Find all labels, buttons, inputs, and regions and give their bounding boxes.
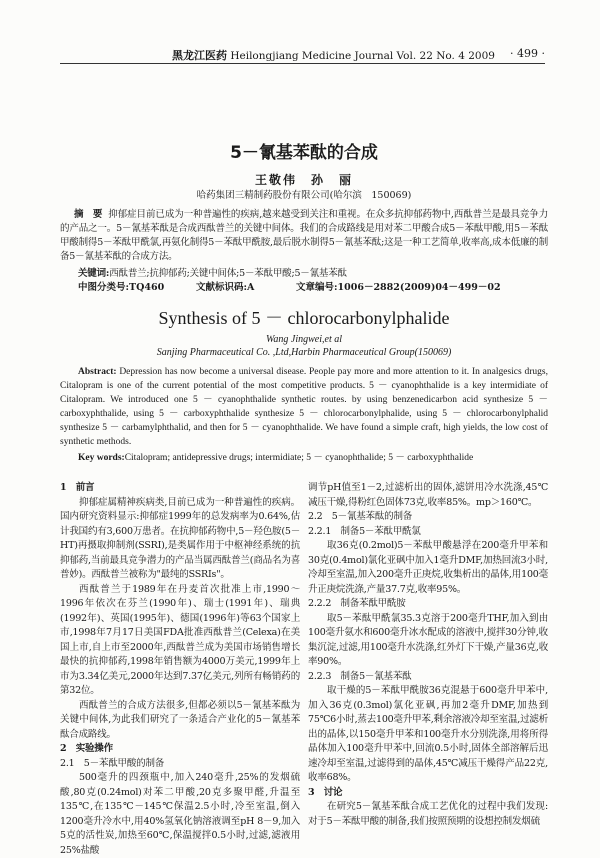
paragraph: 取干燥的5－苯酞甲酰胺36克混悬于600毫升甲苯中,加入36克(0.3mol)氯化亚砜,再加2毫升DMF,加热到75℃6小时,蒸去100毫升甲苯,剩余溶液冷却至室温,过滤析出的晶体,以150毫升甲苯和100毫升水分别洗涤,用将所得晶体加入100毫升甲苯中,回流0.5小时,固体全部溶解后迅速冷却至室温,过滤得到的晶体,45℃减压干燥得产品22克,收率68%。: [308, 685, 548, 783]
english-abstract: [60, 365, 548, 449]
paragraph: 取36克(0.2mol)5－苯酞甲酸悬浮在200毫升甲苯和30克(0.4mol)氯化亚砜中加入1毫升DMF,加热回流3小时,冷却至室温,加入200毫升正庚烷,收集析出的晶体,用100毫升正庚烷洗涤,产量37.7克,收率95%。: [308, 540, 548, 595]
paragraph: 500毫升的四颈瓶中,加入240毫升,25%的发烟硫酸,80克(0.24mol)对苯二甲酸,20克多聚甲醛,升温至135℃,在135℃－145℃保温2.5小时,冷至室温,倒入1200毫升冷水中,用40%氢氧化钠溶液调至pH 8－9,加入5克的活性炭,加热至60℃,保温搅拌0.5小时,过滤,滤液用25%盐酸: [60, 772, 300, 856]
subsection-heading: 2.1 5－苯酞甲酸的制备: [60, 757, 165, 769]
running-header: [60, 47, 545, 64]
english-keywords-text: Citalopram; antidepressive drugs; intermidiate; 5 － cyanophthalide; 5 － carboxyphthalide: [124, 453, 474, 463]
paragraph: 调节pH值至1－2,过滤析出的固体,滤饼用冷水洗涤,45℃减压干燥,得粉红色固体73克,收率85%。mp＞160℃。: [308, 482, 548, 508]
paper-title: 5－氰基苯酞的合成: [230, 143, 378, 163]
english-abstract-label: Abstract:: [78, 367, 117, 377]
page-number: · 499 ·: [510, 47, 545, 60]
right-column: [308, 481, 548, 858]
subsection-heading: 2.2.2 制备苯酞甲酰胺: [308, 598, 406, 609]
abstract-cn: [60, 208, 548, 264]
english-affiliation: Sanjing Pharmaceutical Co. ,Ltd,Harbin Pharmaceutical Group(150069): [156, 347, 452, 358]
abstract-text: 抑郁症目前已成为一种普遍性的疾病,越来越受到关注和重视。在众多抗抑郁药物中,西酞普兰是最具竞争力的产品之一。5－氰基苯酞是合成西酞普兰的关键中间体。我们的合成路线是用对苯二甲酸合成5－苯酞甲酸,用5－苯酞甲酸制得5－苯酞甲酰氯,再氨化制得5－苯酞甲酰胺,最后脱水制得5－氰基苯酞;这是一种工艺简单,收率高,成本低廉的制备5－氰基苯酞的合成方法。: [60, 209, 549, 262]
subsection-heading: 2.2 5－氰基苯酞的制备: [308, 511, 413, 522]
paragraph: 取5－苯酞甲酰氯35.3克溶于200毫升THF,加入到由100毫升氨水和600毫升冰水配成的溶液中,搅拌30分钟,收集沉淀,过滤,用100毫升水洗涤,红外灯下干燥,产量36克,收率90%。: [308, 612, 548, 667]
classification-line: [60, 281, 548, 295]
abstract-label: 摘 要: [74, 209, 103, 220]
english-keywords-label: Key words:: [78, 453, 125, 463]
paragraph: 在研究5－氰基苯酞合成工艺优化的过程中我们发现:对于5－苯酞甲酸的制备,我们按照预期的设想控制发烟硫: [308, 801, 548, 827]
keywords-cn: [60, 267, 548, 281]
english-keywords: [60, 451, 548, 465]
english-abstract-text: Depression has now become a universal disease. People pay more and more attention to it. In analgesics drugs, Citalopram is one of the current potential of the most competitive products. 5 － cyanophthalide is a key intermidiate of Citalopram. We introduced one 5 － cyanophthalide synthetic routes. by using benzenedicarbon acid synthesize 5 － carboxyphthalide, using 5 － carboxyphthalide synthesize 5 － chlorocarbonylphalide, using 5 － chlorocarbonylphalid synthesize 5 － carbamylphthalid, and then for 5 － cyanophthalide. We have found a simple craft, high yields, the low cost of synthetic methods.: [60, 367, 549, 447]
document-code: 文献标识码:A: [196, 282, 255, 293]
article-number: 文章编号:1006－2882(2009)04－499－02: [296, 282, 501, 293]
section-heading: 2 实验操作: [60, 743, 113, 754]
section-heading: 1 前言: [60, 482, 95, 493]
authors: 王敬伟 孙 丽: [254, 173, 353, 187]
body-columns: [60, 481, 548, 858]
paragraph: 西酞普兰于1989年在丹麦首次批准上市,1990～1996年依次在芬兰(1990年)、瑞士(1991年)、瑞典(1992年)、英国(1995年)、德国(1996年)等63个国家上市,1998年7月17日美国FDA批准西酞普兰(Celexa)在美国上市,自上市至2000年,西酞普兰成为美国市场销售增长最快的抗抑郁药,1998年销售额为4000万美元,1999年上市为3.34亿美元,2000年达到7.37亿美元,列所有畅销药的第32位。: [60, 583, 300, 696]
affiliation: 哈药集团三精制药股份有限公司(哈尔滨 150069): [196, 190, 412, 201]
english-authors: Wang Jingwei,et al: [265, 334, 342, 345]
section-heading: 3 讨论: [308, 786, 343, 798]
paragraph: 西酞普兰的合成方法很多,但都必须以5－氰基苯酞为关键中间体,为此我们研究了一条适合产业化的5－氰基苯酞合成路线。: [60, 699, 300, 740]
clc-number: 中图分类号:TQ460: [78, 282, 165, 293]
english-title: Synthesis of 5 － chlorocarbonylphalide: [158, 308, 450, 328]
journal-name: [172, 47, 495, 63]
keywords-label: 关键词:: [78, 268, 110, 279]
paragraph: 抑郁症属精神疾病类,目前已成为一种普遍性的疾病。国内研究资料显示:抑郁症1999年的总发病率为0.64%,估计我国约有3,600万患者。在抗抑郁药物中,5－羟色胺(5－HT)再摄取抑制剂(SSRI),是类属作用于中枢神经系统的抗抑郁药,当前最具竞争潜力的产品当属西酞普兰(商品名为喜普妙)。西酞普兰被称为"最纯的SSRIs"。: [60, 496, 300, 580]
subsection-heading: 2.2.3 制备5－氰基苯酞: [308, 670, 412, 682]
subsection-heading: 2.2.1 制备5－苯酞甲酰氯: [308, 525, 421, 537]
journal-name-cn: 黑龙江医药: [172, 49, 227, 62]
left-column: [60, 481, 300, 858]
keywords-text: 西酞普兰;抗抑郁药;关键中间体;5－苯酞甲酸;5－氰基苯酞: [109, 268, 347, 279]
journal-name-en: Heilongjiang Medicine Journal Vol. 22 No. 4 2009: [230, 50, 495, 62]
